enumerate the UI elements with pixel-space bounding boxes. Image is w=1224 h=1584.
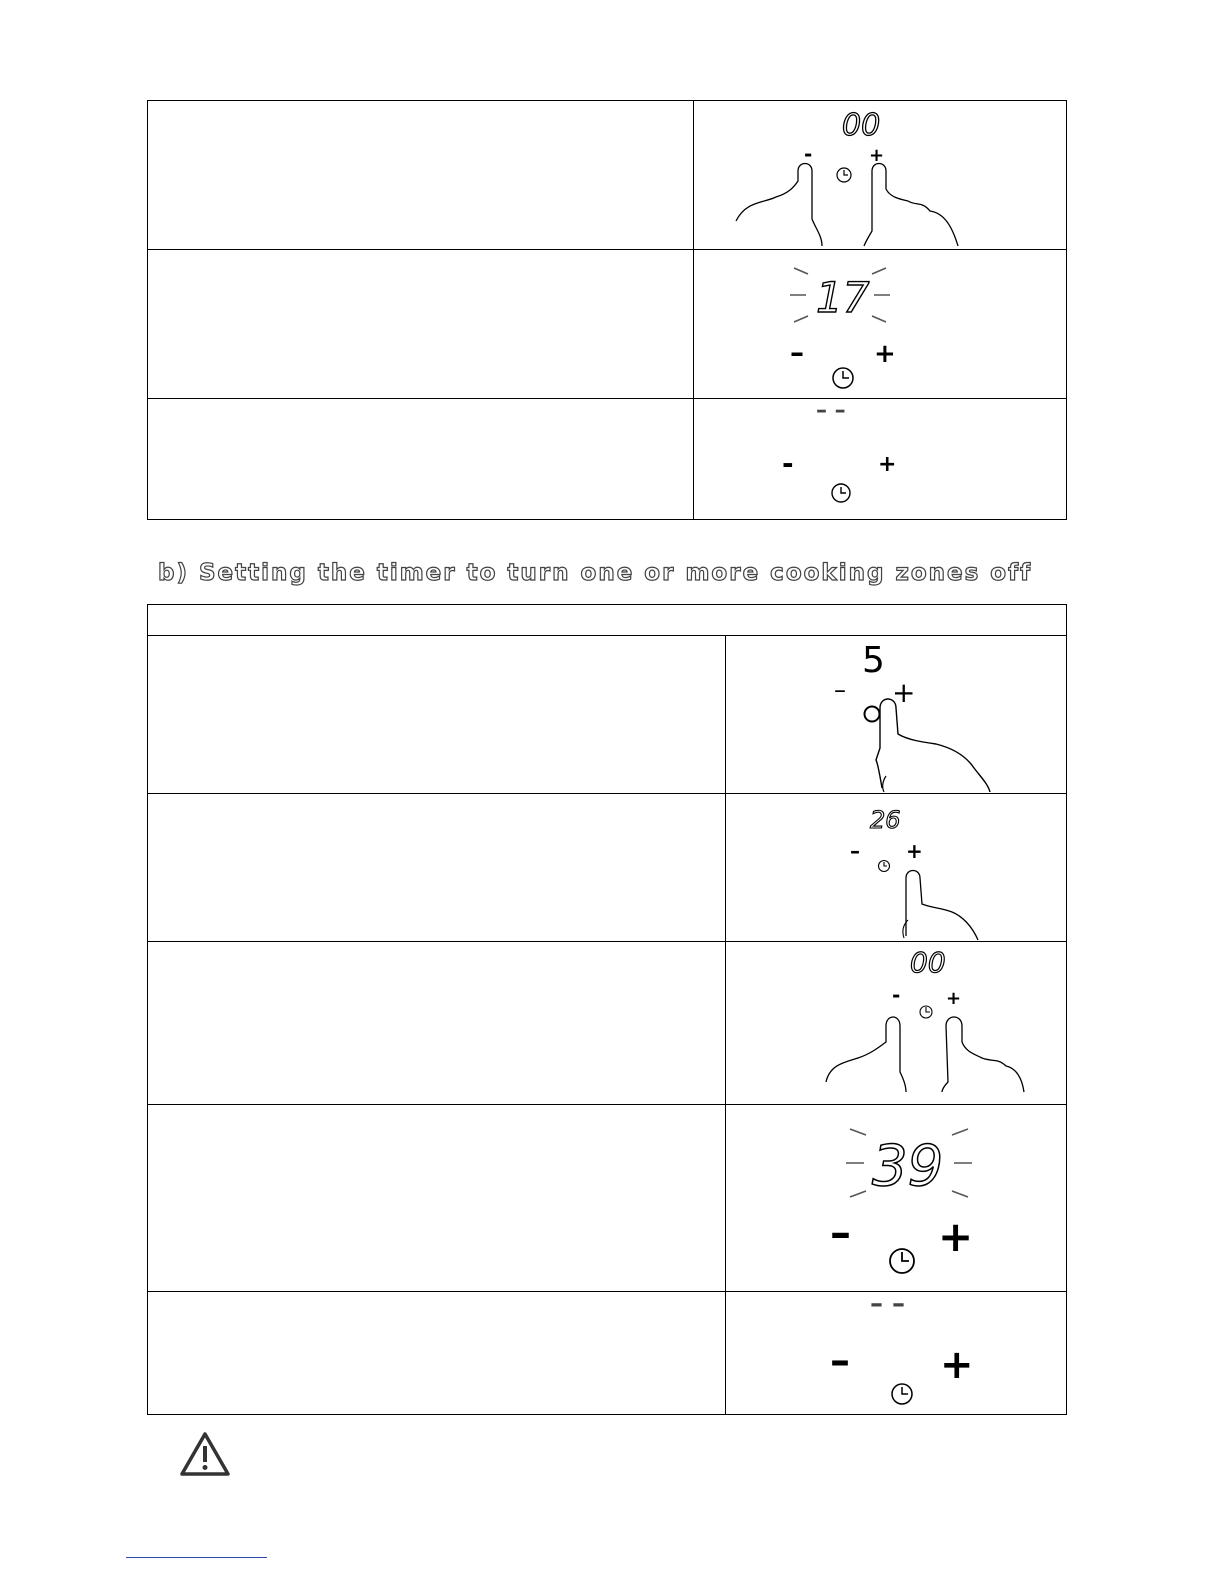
minus-key[interactable]: – bbox=[790, 336, 804, 369]
plus-key[interactable]: + bbox=[892, 676, 916, 709]
footnote-rule bbox=[126, 1557, 267, 1558]
timer-panel-flashing bbox=[694, 250, 1066, 398]
clock-icon bbox=[879, 861, 890, 872]
plus-key[interactable]: + bbox=[940, 1342, 974, 1388]
finger-press-icon bbox=[876, 699, 990, 792]
minus-key[interactable]: - bbox=[892, 983, 901, 1007]
timer-display: 17 bbox=[816, 273, 870, 322]
plus-key[interactable]: + bbox=[874, 339, 896, 369]
minus-key[interactable]: – bbox=[850, 839, 860, 863]
timer-panel-off bbox=[694, 399, 1066, 519]
section-heading: b) Setting the timer to turn one or more cooking zones off bbox=[158, 560, 1033, 586]
timer-panel-off bbox=[726, 1292, 1066, 1414]
timer-display: 00 bbox=[842, 108, 881, 143]
bottom-instruction-table bbox=[147, 604, 1067, 1415]
top-instruction-table bbox=[147, 100, 1067, 520]
warning-triangle-icon bbox=[178, 1430, 232, 1480]
timer-display: 39 bbox=[872, 1134, 944, 1199]
finger-press-icon bbox=[942, 1017, 1024, 1092]
zone-display: 5 bbox=[862, 640, 885, 681]
minus-key[interactable]: – bbox=[834, 676, 846, 704]
timer-panel-two-fingers bbox=[726, 942, 1066, 1104]
timer-panel-two-fingers bbox=[694, 101, 1066, 249]
timer-display: – – bbox=[870, 1292, 906, 1319]
finger-press-icon bbox=[906, 871, 978, 941]
table-header-row bbox=[148, 605, 1066, 635]
timer-panel-flashing bbox=[726, 1105, 1066, 1291]
minus-key[interactable]: - bbox=[804, 142, 813, 166]
zone-select-icon[interactable] bbox=[865, 707, 880, 722]
plus-key[interactable]: + bbox=[878, 452, 897, 477]
minus-key[interactable]: – bbox=[830, 1208, 851, 1257]
finger-press-icon bbox=[826, 1017, 906, 1092]
plus-key[interactable]: + bbox=[938, 1212, 974, 1261]
clock-icon bbox=[890, 1249, 914, 1273]
finger-press-icon bbox=[864, 164, 958, 247]
plus-key[interactable]: + bbox=[906, 839, 923, 863]
minus-key[interactable]: - bbox=[782, 447, 794, 480]
finger-press-icon bbox=[736, 164, 822, 247]
timer-display: 00 bbox=[910, 946, 946, 979]
plus-key[interactable]: + bbox=[946, 988, 962, 1009]
clock-icon bbox=[920, 1006, 932, 1018]
minus-key[interactable]: – bbox=[830, 1338, 850, 1384]
zone-panel-one-finger-small bbox=[726, 794, 1066, 941]
timer-display: 26 bbox=[870, 806, 901, 834]
clock-icon bbox=[892, 1384, 912, 1404]
clock-icon bbox=[833, 368, 853, 388]
zone-panel-one-finger bbox=[726, 636, 1066, 793]
timer-display: – – bbox=[816, 399, 846, 423]
plus-key[interactable]: + bbox=[869, 145, 885, 166]
clock-icon bbox=[832, 484, 850, 502]
clock-icon bbox=[837, 168, 851, 182]
